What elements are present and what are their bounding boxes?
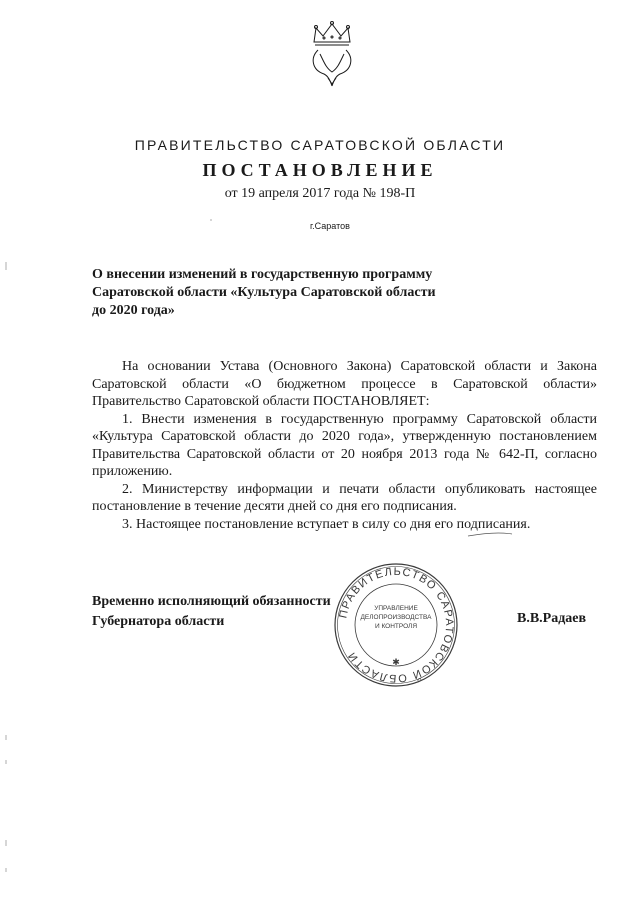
document-type: ПОСТАНОВЛЕНИЕ [202, 160, 438, 180]
stamp-inner-text [356, 604, 436, 631]
signatory-position [92, 592, 352, 632]
subject-line: до 2020 года» [92, 303, 175, 318]
body-paragraph: На основании Устава (Основного Закона) Саратовской области и Закона Саратовской области «О бюджетном процессе в Саратовской области» Правительство Саратовской области ПОСТАНОВЛЯЕТ: [92, 359, 597, 409]
subject-line: Саратовской области «Культура Саратовской области [92, 285, 436, 300]
city-label: г.Саратов [310, 221, 350, 231]
body-paragraph: 3. Настоящее постановление вступает в силу со дня его подписания. [122, 516, 531, 532]
document-date-number: от 19 апреля 2017 года № 198-П [224, 186, 416, 201]
position-line: Губернатора области [92, 614, 225, 629]
svg-text:✱: ✱ [392, 658, 400, 668]
stamp-inner-line: ДЕЛОПРОИЗВОДСТВА [360, 614, 432, 621]
position-line: Временно исполняющий обязанности [92, 594, 331, 609]
stamp-ring-text: ПРАВИТЕЛЬСТВО САРАТОВСКОЙ ОБЛАСТИ [337, 565, 456, 685]
signatory-name: В.В.Радаев [517, 611, 587, 626]
stamp-inner-line: УПРАВЛЕНИЕ [374, 605, 418, 612]
document-subject [92, 266, 472, 320]
crown-emblem-icon [298, 18, 366, 90]
document-body [92, 358, 597, 533]
stamp-inner-line: И КОНТРОЛЯ [374, 623, 418, 630]
subject-line: О внесении изменений в государственную программу [92, 267, 433, 282]
government-name: ПРАВИТЕЛЬСТВО САРАТОВСКОЙ ОБЛАСТИ [134, 137, 506, 153]
body-paragraph: 2. Министерству информации и печати области опубликовать настоящее постановление в течение десяти дней со дня его подписания. [92, 481, 597, 514]
body-paragraph: 1. Внести изменения в государственную программу Саратовской области «Культура Саратовской области до 2020 года», утвержденную постановлением Правительства Саратовской области от 20 ноября 2013 года № 642-П, согласно приложению. [92, 411, 597, 479]
